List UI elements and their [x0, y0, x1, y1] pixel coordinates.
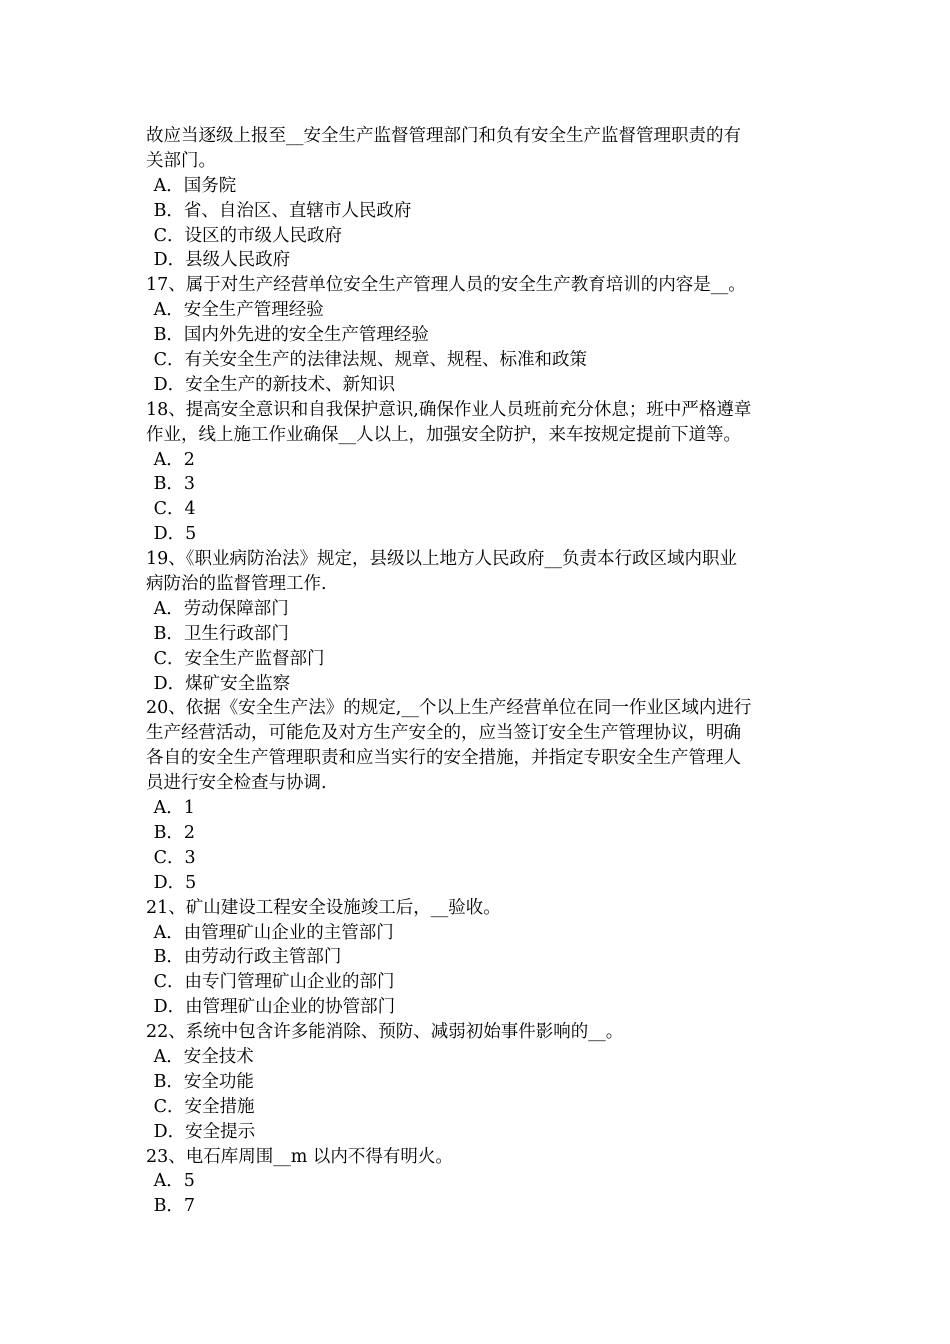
- option-line: B．2: [148, 822, 196, 843]
- option-line: D．由管理矿山企业的协管部门: [148, 997, 396, 1018]
- option-line: C．设区的市级人民政府: [148, 225, 342, 246]
- option-line: A．安全生产管理经验: [148, 300, 324, 321]
- option-line: A．2: [148, 449, 195, 470]
- option-line: B．安全功能: [148, 1071, 254, 1092]
- text-line: 关部门。: [146, 150, 216, 171]
- question-18: 18、提高安全意识和自我保护意识,确保作业人员班前充分休息；班中严格遵章: [146, 399, 752, 420]
- question-21: 21、矿山建设工程安全设施竣工后，__验收。: [146, 897, 501, 918]
- option-line: C．有关安全生产的法律法规、规章、规程、标准和政策: [148, 350, 587, 371]
- option-line: D．安全生产的新技术、新知识: [148, 374, 396, 395]
- question-23: 23、电石库周围__m 以内不得有明火。: [146, 1146, 453, 1167]
- document-body: [146, 124, 808, 1219]
- option-line: D．煤矿安全监察: [148, 673, 291, 694]
- option-line: D．5: [148, 524, 197, 545]
- option-line: B．省、自治区、直辖市人民政府: [148, 200, 412, 221]
- question-19: 19、《职业病防治法》规定，县级以上地方人民政府__负责本行政区域内职业: [146, 549, 738, 570]
- option-line: C．安全生产监督部门: [148, 648, 325, 669]
- option-line: B．卫生行政部门: [148, 623, 289, 644]
- option-line: B．由劳动行政主管部门: [148, 947, 342, 968]
- text-line: 故应当逐级上报至__安全生产监督管理部门和负有安全生产监督管理职责的有: [146, 126, 741, 146]
- option-line: B．7: [148, 1196, 196, 1217]
- option-line: D．5: [148, 872, 197, 893]
- option-line: C．3: [148, 847, 196, 868]
- option-line: A．劳动保障部门: [148, 598, 289, 619]
- option-line: A．由管理矿山企业的主管部门: [148, 922, 394, 943]
- option-line: A．国务院: [148, 175, 237, 196]
- question-22: 22、系统中包含许多能消除、预防、减弱初始事件影响的__。: [146, 1022, 624, 1043]
- question-20: 20、依据《安全生产法》的规定,__个以上生产经营单位在同一作业区域内进行: [146, 698, 752, 719]
- text-line: 生产经营活动，可能危及对方生产安全的，应当签订安全生产管理协议，明确: [146, 723, 741, 744]
- text-line: 作业，线上施工作业确保__人以上，加强安全防护，来车按规定提前下道等。: [146, 424, 741, 445]
- text-line: 各自的安全生产管理职责和应当实行的安全措施，并指定专职安全生产管理人: [146, 748, 741, 769]
- text-line: 员进行安全检查与协调.: [146, 773, 327, 794]
- option-line: A．1: [148, 798, 195, 819]
- option-line: C．由专门管理矿山企业的部门: [148, 972, 395, 993]
- option-line: B．3: [148, 474, 196, 495]
- option-line: B．国内外先进的安全生产管理经验: [148, 325, 429, 346]
- option-line: A．安全技术: [148, 1046, 254, 1067]
- option-line: A．5: [148, 1171, 195, 1192]
- text-line: 病防治的监督管理工作.: [146, 574, 327, 595]
- option-line: C．安全措施: [148, 1096, 255, 1117]
- option-line: D．县级人民政府: [148, 250, 291, 271]
- option-line: C．4: [148, 499, 196, 520]
- question-17: 17、属于对生产经营单位安全生产管理人员的安全生产教育培训的内容是__。: [146, 275, 746, 296]
- option-line: D．安全提示: [148, 1121, 256, 1142]
